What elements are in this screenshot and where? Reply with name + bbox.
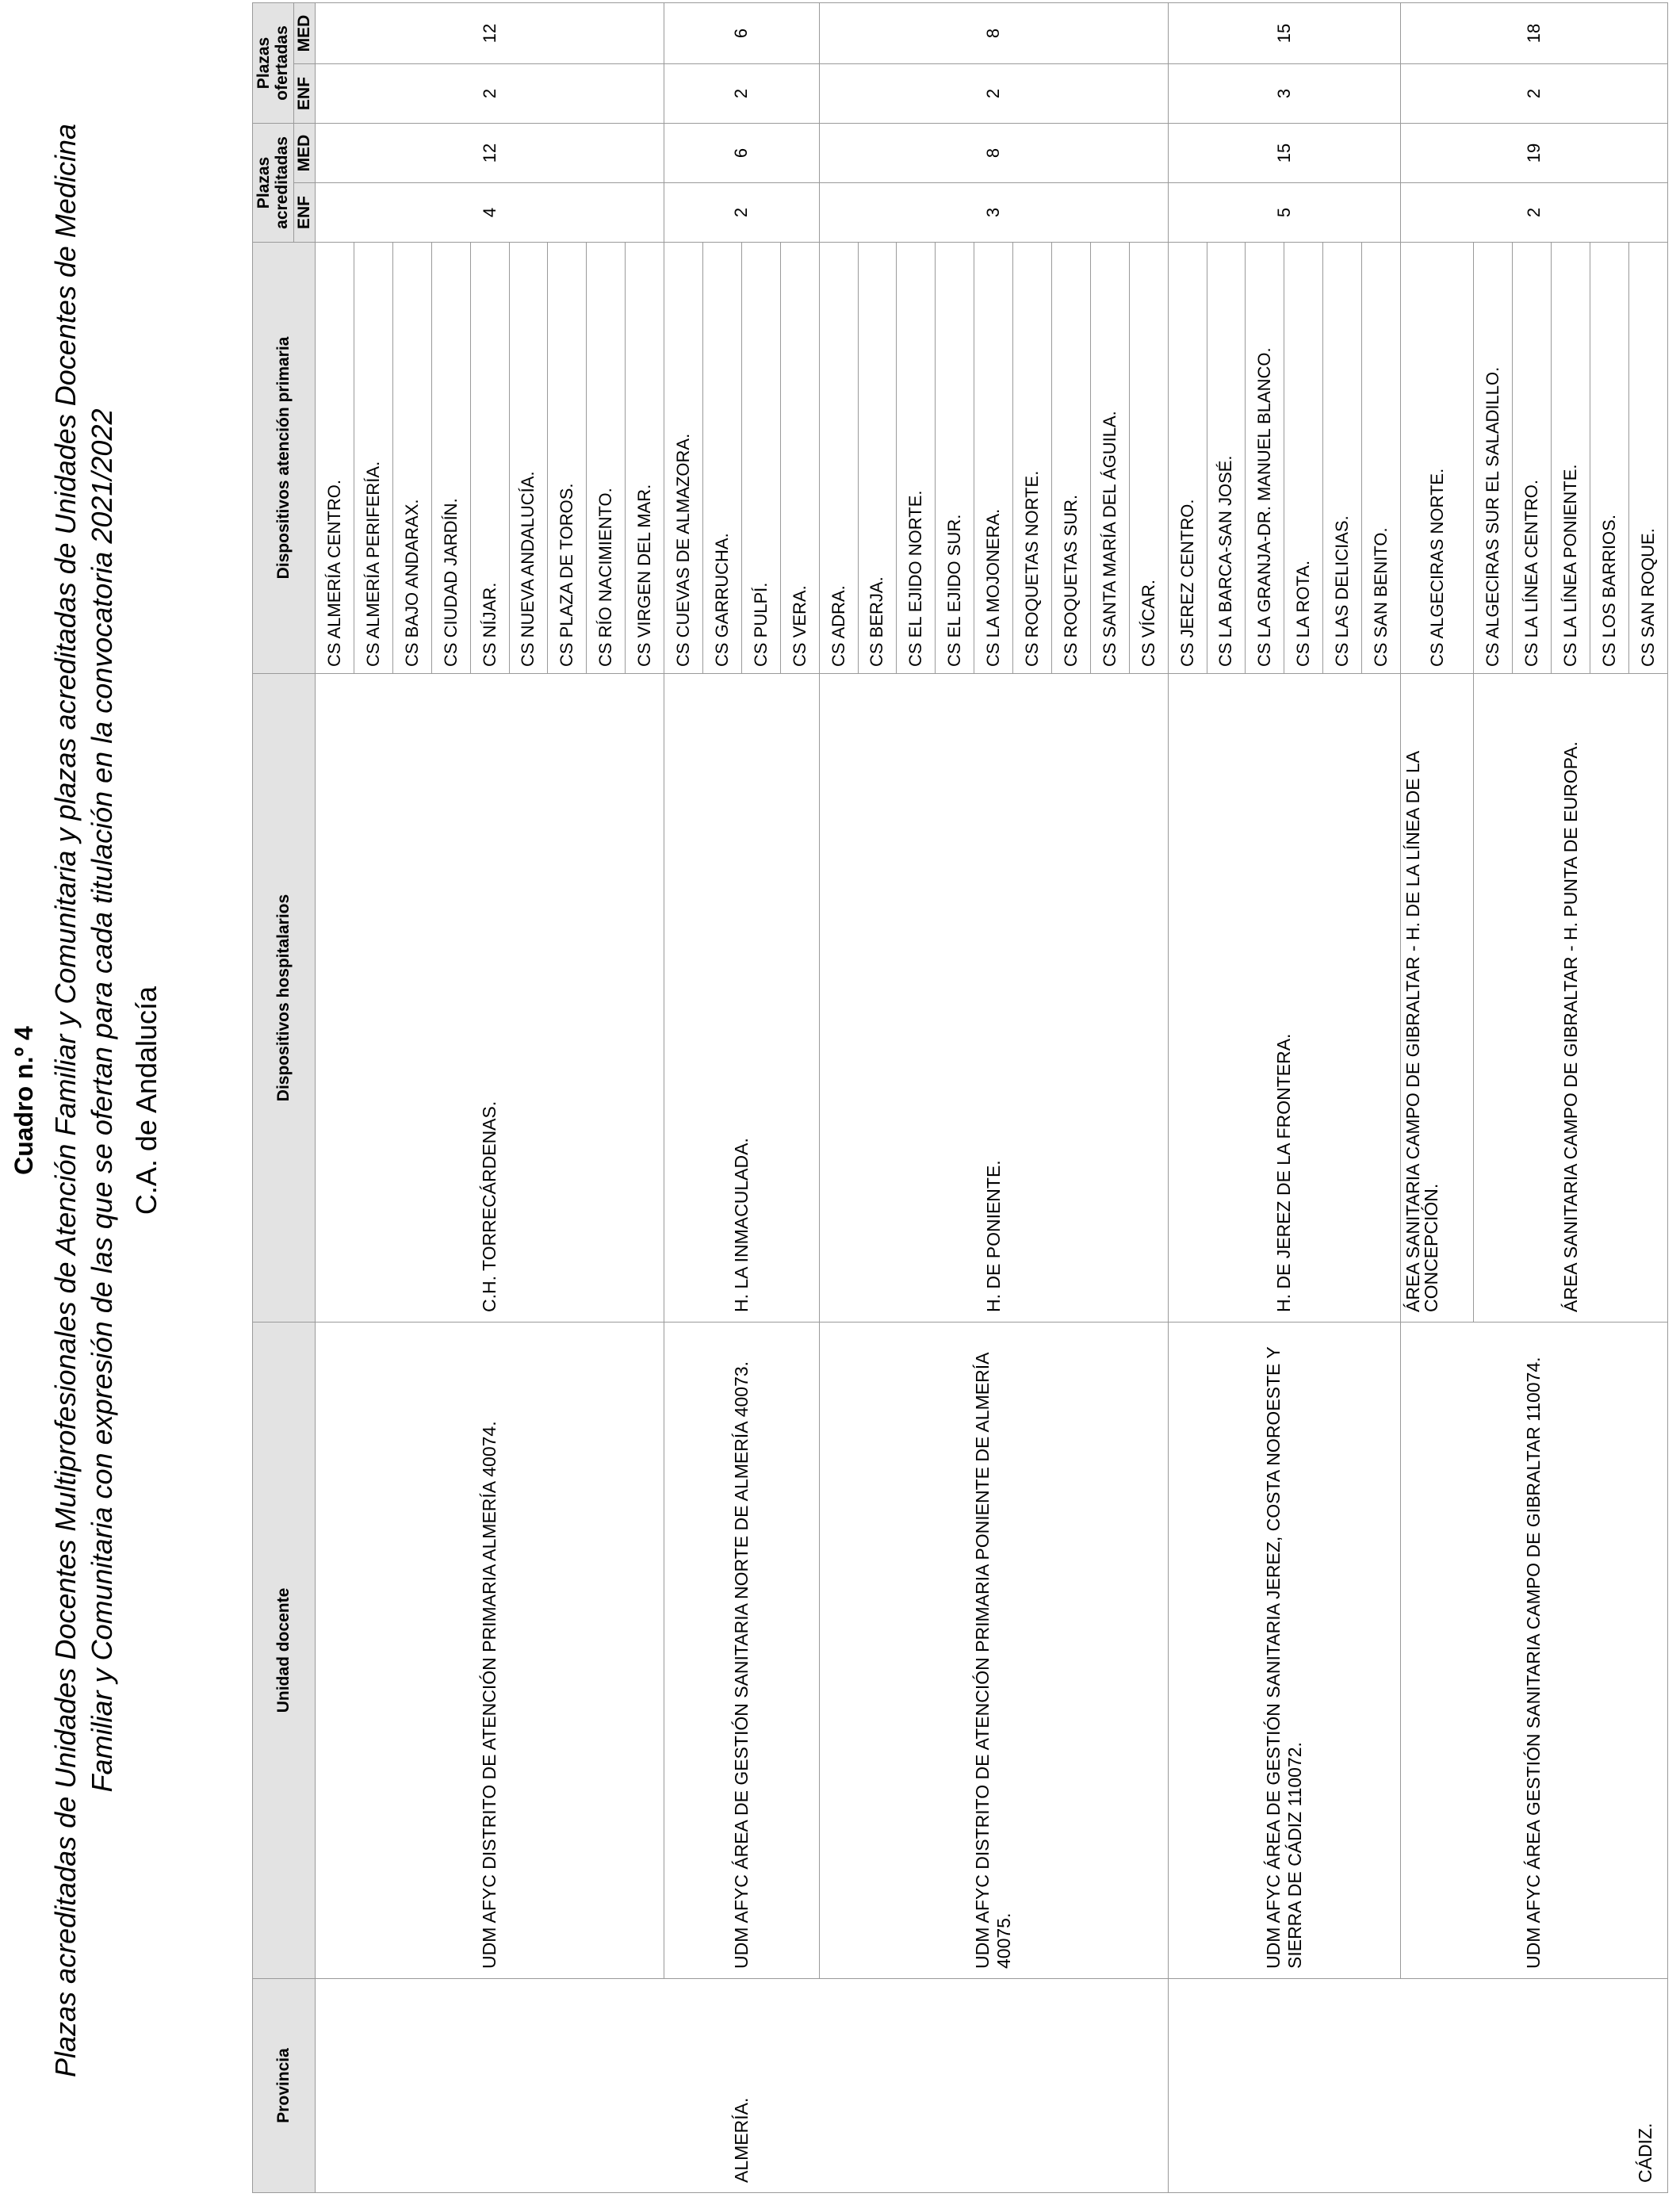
oferta-enf-cell: 2 — [316, 63, 664, 123]
acred-enf-cell: 2 — [664, 183, 820, 243]
center-cell: CS SAN BENITO. — [1362, 243, 1401, 674]
center-cell: CS PULPÍ. — [741, 243, 780, 674]
header-plazas-acreditadas: Plazas acreditadas — [253, 123, 294, 242]
center-cell: CS JEREZ CENTRO. — [1168, 243, 1207, 674]
hospital-cell: ÁREA SANITARIA CAMPO DE GIBRALTAR - H. DE LA LÍNEA DE LA CONCEPCIÓN. — [1400, 674, 1473, 1323]
acred-med-cell: 19 — [1400, 123, 1667, 182]
header-provincia: Provincia — [253, 1979, 316, 2193]
center-cell: CS ALMERÍA PERIFERÍA. — [354, 243, 392, 674]
oferta-med-cell: 18 — [1400, 2, 1667, 63]
center-cell: CS LA GRANJA-DR. MANUEL BLANCO. — [1246, 243, 1284, 674]
center-cell: CS LOS BARRIOS. — [1590, 243, 1629, 674]
center-cell: CS LA LÍNEA PONIENTE. — [1552, 243, 1590, 674]
oferta-med-cell: 8 — [819, 2, 1168, 63]
acred-enf-cell: 5 — [1168, 183, 1400, 243]
center-cell: CS PLAZA DE TOROS. — [548, 243, 587, 674]
center-cell: CS VÍCAR. — [1129, 243, 1168, 674]
center-cell: CS BAJO ANDARAX. — [392, 243, 431, 674]
header-oferta-enf: ENF — [294, 63, 316, 123]
center-cell: CS ROQUETAS SUR. — [1051, 243, 1090, 674]
unit-cell: UDM AFYC DISTRITO DE ATENCIÓN PRIMARIA PONIENTE DE ALMERÍA 40075. — [819, 1323, 1168, 1979]
oferta-med-cell: 15 — [1168, 2, 1400, 63]
center-cell: CS SAN ROQUE. — [1628, 243, 1667, 674]
center-cell: CS LA ROTA. — [1284, 243, 1323, 674]
header-acred-med: MED — [294, 123, 316, 182]
hospital-cell: H. LA INMACULADA. — [664, 674, 820, 1323]
unit-cell: UDM AFYC DISTRITO DE ATENCIÓN PRIMARIA ALMERÍA 40074. — [316, 1323, 664, 1979]
acred-enf-cell: 2 — [1400, 183, 1667, 243]
center-cell: CS ALGECIRAS NORTE. — [1400, 243, 1473, 674]
header-oferta-med: MED — [294, 2, 316, 63]
center-cell: CS ROQUETAS NORTE. — [1013, 243, 1052, 674]
unit-cell: UDM AFYC ÁREA DE GESTIÓN SANITARIA NORTE DE ALMERÍA 40073. — [664, 1323, 820, 1979]
center-cell: CS SANTA MARÍA DEL ÁGUILA. — [1090, 243, 1129, 674]
hospital-cell: ÁREA SANITARIA CAMPO DE GIBRALTAR - H. PUNTA DE EUROPA. — [1474, 674, 1668, 1323]
acred-med-cell: 6 — [664, 123, 820, 182]
acred-med-cell: 15 — [1168, 123, 1400, 182]
subtitle-line-1: Plazas acreditadas de Unidades Docentes Multiprofesionales de Atención Familiar y Comunitaria y plazas acreditadas de Unidades Docentes de Medicina — [49, 124, 82, 2077]
oferta-enf-cell: 2 — [1400, 63, 1667, 123]
oferta-med-cell: 6 — [664, 2, 820, 63]
center-cell: CS NUEVA ANDALUCÍA. — [509, 243, 548, 674]
center-cell: CS GARRUCHA. — [702, 243, 741, 674]
center-cell: CS LAS DELICIAS. — [1323, 243, 1362, 674]
center-cell: CS VIRGEN DEL MAR. — [626, 243, 664, 674]
hospital-cell: C.H. TORRECÁRDENAS. — [316, 674, 664, 1323]
hospital-cell: H. DE JEREZ DE LA FRONTERA. — [1168, 674, 1400, 1323]
header-unidad-docente: Unidad docente — [253, 1323, 316, 1979]
oferta-enf-cell: 2 — [819, 63, 1168, 123]
plazas-table — [252, 2, 1668, 2193]
center-cell: CS LA BARCA-SAN JOSÉ. — [1207, 243, 1246, 674]
center-cell: CS ALGECIRAS SUR EL SALADILLO. — [1474, 243, 1513, 674]
header-plazas-ofertadas: Plazas ofertadas — [253, 2, 294, 123]
center-cell: CS ADRA. — [819, 243, 858, 674]
subtitle-line-2: Familiar y Comunitaria con expresión de las que se ofertan para cada titulación en la convocatoria 2021/2022 — [86, 408, 118, 1793]
cuadro-title: Cuadro n.º 4 — [10, 1026, 38, 1175]
center-cell: CS VERA. — [780, 243, 819, 674]
region-label: C.A. de Andalucía — [130, 986, 163, 1215]
center-cell: CS EL EJIDO SUR. — [936, 243, 974, 674]
oferta-enf-cell: 2 — [664, 63, 820, 123]
header-acred-enf: ENF — [294, 183, 316, 243]
center-cell: CS CUEVAS DE ALMAZORA. — [664, 243, 703, 674]
unit-cell: UDM AFYC ÁREA GESTIÓN SANITARIA CAMPO DE GIBRALTAR 110074. — [1400, 1323, 1667, 1979]
center-cell: CS BERJA. — [858, 243, 897, 674]
province-cell: ALMERÍA. — [316, 1979, 1169, 2193]
header-dispositivos-atencion-primaria: Dispositivos atención primaria — [253, 243, 316, 674]
oferta-enf-cell: 3 — [1168, 63, 1400, 123]
center-cell: CS CIUDAD JARDÍN. — [431, 243, 470, 674]
acred-med-cell: 8 — [819, 123, 1168, 182]
province-cell: CÁDIZ. — [1168, 1979, 1667, 2193]
center-cell: CS LA MOJONERA. — [974, 243, 1013, 674]
center-cell: CS EL EJIDO NORTE. — [897, 243, 936, 674]
center-cell: CS NÍJAR. — [470, 243, 509, 674]
center-cell: CS RÍO NACIMIENTO. — [587, 243, 626, 674]
center-cell: CS ALMERÍA CENTRO. — [316, 243, 354, 674]
hospital-cell: H. DE PONIENTE. — [819, 674, 1168, 1323]
acred-enf-cell: 4 — [316, 183, 664, 243]
acred-med-cell: 12 — [316, 123, 664, 182]
oferta-med-cell: 12 — [316, 2, 664, 63]
acred-enf-cell: 3 — [819, 183, 1168, 243]
unit-cell: UDM AFYC ÁREA DE GESTIÓN SANITARIA JEREZ, COSTA NOROESTE Y SIERRA DE CÁDIZ 110072. — [1168, 1323, 1400, 1979]
center-cell: CS LA LÍNEA CENTRO. — [1513, 243, 1552, 674]
header-dispositivos-hospitalarios: Dispositivos hospitalarios — [253, 674, 316, 1323]
